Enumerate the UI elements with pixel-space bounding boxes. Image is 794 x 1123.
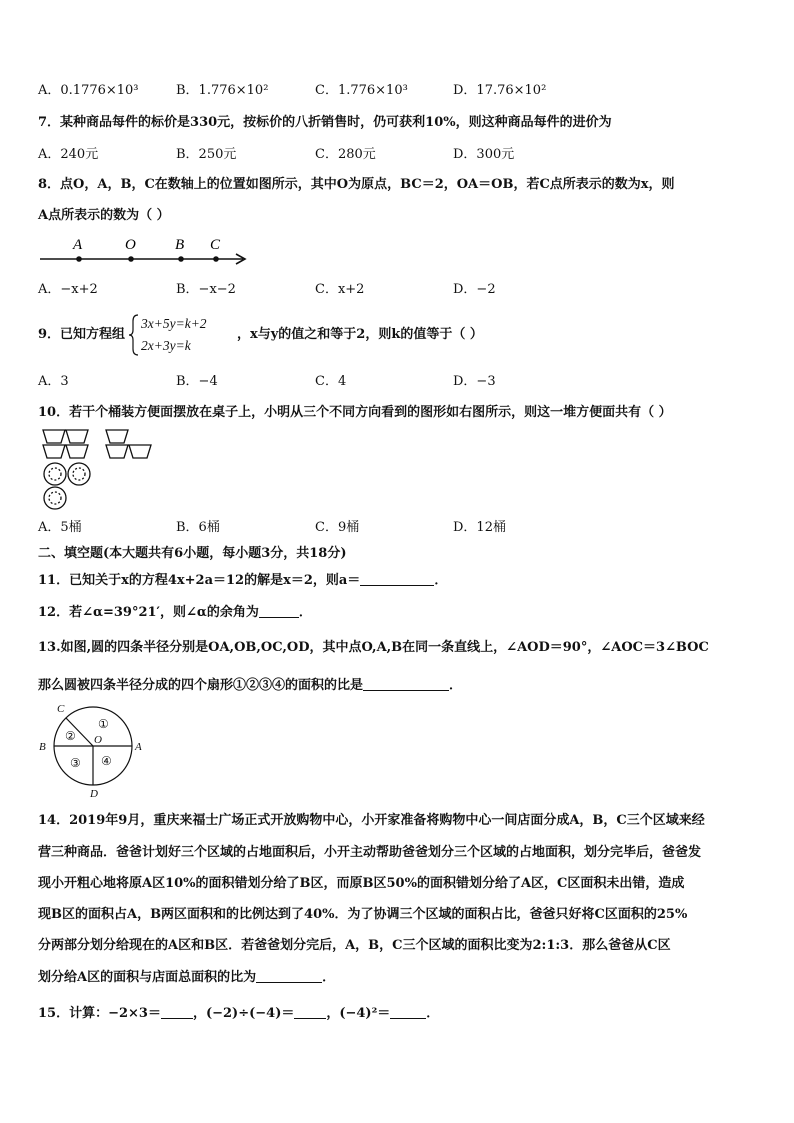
question-13-text: 那么圆被四条半径分成的四个扇形①②③④的面积的比是 bbox=[38, 678, 364, 693]
answer-blank bbox=[360, 571, 434, 586]
option-a: A．0.1776×10³ bbox=[38, 83, 139, 98]
sector-4: ④ bbox=[101, 754, 112, 768]
option-d: D．17.76×10² bbox=[453, 83, 547, 98]
question-14-line1: 14．2019年9月，重庆来福士广场正式开放购物中心，小开家准备将购物中心一间店面分成A，B，C三个区域来经 bbox=[38, 813, 705, 828]
q7-option-a: A．240元 bbox=[38, 147, 99, 162]
q9-option-c: C．4 bbox=[315, 374, 347, 389]
sector-2: ② bbox=[65, 729, 76, 743]
q9-option-a: A．3 bbox=[38, 374, 69, 389]
label-o: O bbox=[125, 237, 136, 253]
three-views-figure bbox=[42, 428, 162, 512]
question-14-line6 bbox=[38, 968, 335, 987]
point-c bbox=[213, 256, 219, 262]
question-14-line3: 现小开粗心地将原A区10%的面积错划分给了B区，而原B区50%的面积错划分给了A区，C区面积未出错，造成 bbox=[38, 876, 685, 891]
question-11-end: ． bbox=[434, 573, 448, 588]
question-14-text: 划分给A区的面积与店面总面积的比为 bbox=[38, 970, 257, 985]
section-title: 二、填空题(本大题共有6小题，每小题3分，共18分) bbox=[38, 546, 347, 561]
answer-blank bbox=[256, 968, 322, 983]
q10-option-b: B．6桶 bbox=[176, 520, 220, 535]
number-line-figure bbox=[38, 232, 253, 268]
sector-1: ① bbox=[98, 717, 109, 731]
answer-blank bbox=[363, 676, 449, 691]
circle-label-d: D bbox=[90, 788, 98, 800]
question-15-part2: ，(−2)÷(−4)＝ bbox=[192, 1006, 295, 1021]
question-15-text: 15．计算：−2×3＝ bbox=[38, 1006, 161, 1021]
question-9-prefix: 9．已知方程组 bbox=[38, 327, 126, 342]
question-15-end: ． bbox=[426, 1006, 440, 1021]
label-b: B bbox=[175, 237, 185, 253]
answer-blank-1 bbox=[161, 1004, 193, 1019]
sector-3: ③ bbox=[70, 756, 81, 770]
label-c: C bbox=[210, 237, 221, 253]
question-14-end: ． bbox=[322, 970, 336, 985]
q10-option-c: C．9桶 bbox=[315, 520, 360, 535]
question-12 bbox=[38, 603, 312, 622]
circle-label-o: O bbox=[94, 734, 102, 746]
question-14-line5: 分两部分划分给现在的A区和B区．若爸爸划分完后，A，B，C三个区域的面积比变为2:1:3．那么爸爸从C区 bbox=[38, 938, 671, 953]
q9-option-b: B．−4 bbox=[176, 374, 218, 389]
q10-option-a: A．5桶 bbox=[38, 520, 82, 535]
answer-blank-2 bbox=[294, 1004, 326, 1019]
point-o bbox=[128, 256, 134, 262]
option-c: C．1.776×10³ bbox=[315, 83, 408, 98]
question-13-line2 bbox=[38, 676, 462, 695]
q7-option-d: D．300元 bbox=[453, 147, 515, 162]
answer-blank-3 bbox=[390, 1004, 426, 1019]
q8-option-a: A．−x+2 bbox=[38, 282, 98, 297]
question-12-end: ． bbox=[298, 605, 312, 620]
question-15-part3: ，(−4)²＝ bbox=[326, 1006, 391, 1021]
q7-option-b: B．250元 bbox=[176, 147, 237, 162]
question-9-suffix: ，x与y的值之和等于2，则k的值等于（ ） bbox=[237, 327, 483, 342]
question-15 bbox=[38, 1004, 439, 1023]
question-11 bbox=[38, 571, 447, 590]
circle-label-a: A bbox=[135, 741, 142, 753]
circle-sectors-figure bbox=[36, 701, 148, 799]
label-a: A bbox=[73, 237, 83, 253]
q8-option-c: C．x+2 bbox=[315, 282, 365, 297]
question-14-line2: 营三种商品．爸爸计划好三个区域的占地面积后，小开主动帮助爸爸划分三个区域的占地面积，划分完毕后，爸爸发 bbox=[38, 845, 702, 860]
answer-blank bbox=[259, 603, 299, 618]
side-view bbox=[106, 430, 151, 458]
question-7: 7．某种商品每件的标价是330元，按标价的八折销售时，仍可获利10%，则这种商品每件的进价为 bbox=[38, 115, 612, 130]
q9-option-d: D．−3 bbox=[453, 374, 496, 389]
q8-option-d: D．−2 bbox=[453, 282, 496, 297]
circle-label-c: C bbox=[57, 703, 65, 715]
question-11-text: 11．已知关于x的方程4x+2a＝12的解是x＝2，则a＝ bbox=[38, 573, 361, 588]
question-10: 10．若干个桶装方便面摆放在桌子上，小明从三个不同方向看到的图形如右图所示，则这一堆方便面共有（ ） bbox=[38, 405, 672, 420]
question-12-text: 12．若∠α=39°21′，则∠α的余角为 bbox=[38, 605, 259, 620]
question-8-line2: A点所表示的数为（ ） bbox=[38, 208, 170, 223]
question-8-line1: 8．点O，A，B，C在数轴上的位置如图所示，其中O为原点，BC＝2，OA＝OB，若C点所表示的数为x，则 bbox=[38, 177, 675, 192]
question-13-line1: 13.如图,圆的四条半径分别是OA,OB,OC,OD，其中点O,A,B在同一条直线上，∠AOD＝90°，∠AOC＝3∠BOC bbox=[38, 640, 709, 655]
equation-system bbox=[141, 313, 207, 357]
circle-label-b: B bbox=[39, 741, 46, 753]
brace-icon bbox=[128, 314, 140, 356]
top-view bbox=[44, 463, 90, 509]
equation-2: 2x+3y=k bbox=[141, 338, 191, 353]
q10-option-d: D．12桶 bbox=[453, 520, 506, 535]
question-13-end: ． bbox=[449, 678, 463, 693]
front-view bbox=[43, 430, 88, 458]
question-14-line4: 现B区的面积占A，B两区面积和的比例达到了40%．为了协调三个区域的面积占比，爸爸只好将C区面积的25% bbox=[38, 907, 688, 922]
equation-1: 3x+5y=k+2 bbox=[141, 316, 207, 331]
point-a bbox=[76, 256, 82, 262]
point-b bbox=[178, 256, 184, 262]
option-b: B．1.776×10² bbox=[176, 83, 269, 98]
q7-option-c: C．280元 bbox=[315, 147, 376, 162]
q8-option-b: B．−x−2 bbox=[176, 282, 236, 297]
